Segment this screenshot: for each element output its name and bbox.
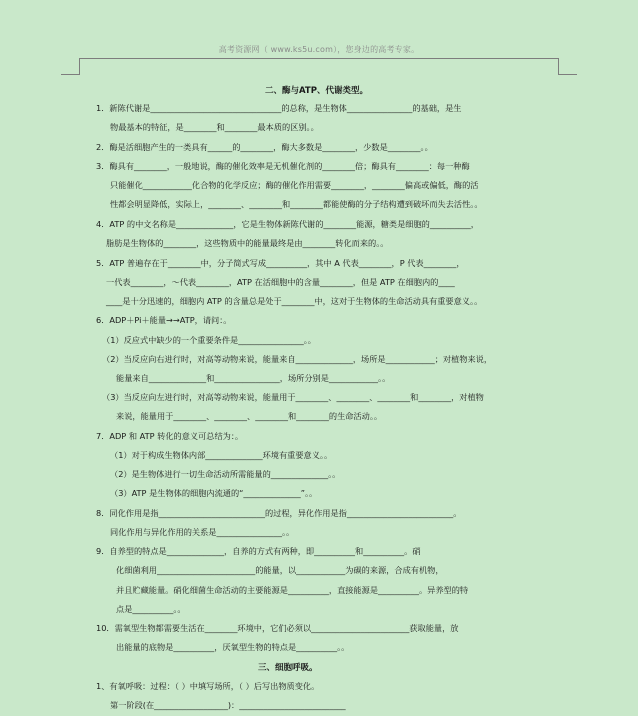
text-line: 10．需氧型生物都需要生活在________环境中，它们必须以________________________获取能量，放 [96,623,459,633]
text-line: 同化作用与异化作用的关系是________________。。 [110,527,295,537]
text-line: 第一阶段(在__________________)：__________________________ [110,700,346,710]
text-line: 4．ATP 的中文名称是______________，它是生物体新陈代谢的________能源，糖类是细胞的__________， [96,219,479,229]
text-line: （1）对于构成生物体内部______________环境有重要意义。。 [110,450,333,460]
text-line: 脂肪是生物体的________，这些物质中的能量最终是由________转化而来的。。 [106,238,389,248]
header-rule-left-end [61,74,79,75]
text-line: （3）当反应向左进行时，对高等动物来说，能量用于________、________、________和________，对植物 [102,392,484,402]
text-line: （2）是生物体进行一切生命活动所需能量的______________。。 [110,469,341,479]
text-line: 物最基本的特征，是________和________最本质的区别。。 [110,122,319,132]
text-line: 6．ADP＋Pi＋能量→→ATP，请问：。 [96,315,232,325]
text-line: 3．酶具有________，一般地说，酶的催化效率是无机催化剂的________倍；酶具有________：每一种酶 [96,161,470,171]
text-line: 9．自养型的特点是______________，自养的方式有两种，即__________和__________。硝 [96,546,421,556]
text-line: 点是__________。。 [116,604,186,614]
header-rule [79,58,559,75]
text-line: 5．ATP 普遍存在于________中，分子简式写成__________，其中 A 代表________，P 代表________， [96,258,465,268]
text-line: 1．新陈代谢是________________________________的总称，是生物体________________的基础，是生 [96,103,462,113]
text-line: ____是十分迅速的，细胞内 ATP 的含量总是处于________中，这对于生物体的生命活动具有重要意义。。 [106,296,483,306]
text-line: 能量来自______________和________________，场所分别是____________。。 [116,373,391,383]
header-rule-right-end [559,74,577,75]
text-line: 1、有氧呼吸：过程：（ ）中填写场所，（ ）后写出物质变化。 [96,681,320,691]
text-line: （2）当反应向右进行时，对高等动物来说，能量来自______________，场所是____________；对植物来说， [102,354,493,364]
text-line: 出能量的底物是__________，厌氧型生物的特点是__________。。 [116,642,350,652]
text-line: 来说，能量用于________、________、________和________的生命活动。。 [116,411,383,421]
text-line: 并且贮藏能量。硝化细菌生命活动的主要能源是__________，直接能源是__________。异养型的特 [116,585,469,595]
text-line: 化细菌利用________________________的能量，以____________为碳的来源，合成有机物， [116,565,444,575]
section-title-enzyme-atp: 二、酶与ATP、代谢类型。 [265,86,368,96]
text-line: （1）反应式中缺少的一个重要条件是________________。。 [102,335,316,345]
text-line: 性都会明显降低，实际上，________、________和________都能使酶的分子结构遭到破坏而失去活性。。 [110,199,483,209]
text-line: 2．酶是活细胞产生的一类具有______的________，酶大多数是________，少数是________。。 [96,142,433,152]
text-line: 8．同化作用是指__________________________的过程，异化作用是指__________________________。 [96,508,462,518]
text-line: 一代表________，～代表________，ATP 在活细胞中的含量________，但是 ATP 在细胞内的____ [106,277,455,287]
text-line: （3）ATP 是生物体的细胞内流通的“______________”。。 [110,488,318,498]
section-title-respiration: 三、细胞呼吸。 [258,663,318,673]
text-line: 7．ADP 和 ATP 转化的意义可总结为：。 [96,431,244,441]
page-header: 高考资源网（ www.ks5u.com），您身边的高考专家。 [218,45,420,54]
text-line: 只能催化____________化合物的化学反应；酶的催化作用需要________，________偏高或偏低，酶的活 [110,180,479,190]
